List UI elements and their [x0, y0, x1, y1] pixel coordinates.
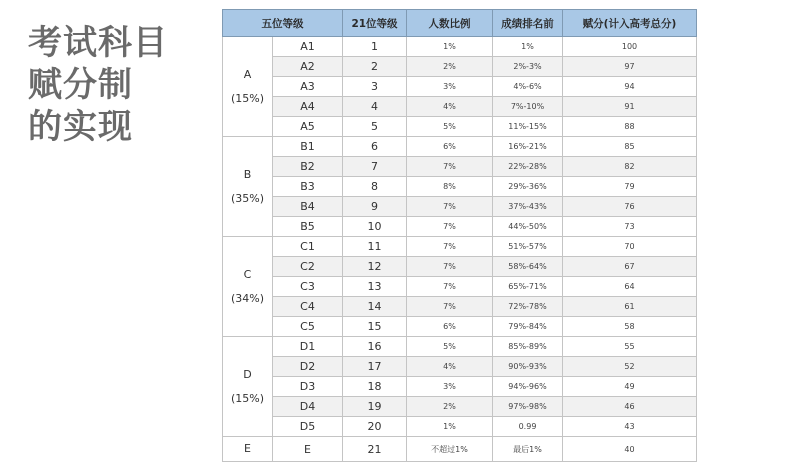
level-cell: 14	[343, 297, 407, 317]
ratio-cell: 3%	[407, 377, 493, 397]
level-cell: 7	[343, 157, 407, 177]
table-row	[223, 317, 697, 337]
score-cell: 100	[563, 37, 697, 57]
ratio-cell: 8%	[407, 177, 493, 197]
score-cell: 58	[563, 317, 697, 337]
sub-level-cell: C4	[273, 297, 343, 317]
header-rank: 成绩排名前	[493, 10, 563, 37]
rank-cell: 29%-36%	[493, 177, 563, 197]
ratio-cell: 7%	[407, 157, 493, 177]
level-cell: 4	[343, 97, 407, 117]
rank-cell: 7%-10%	[493, 97, 563, 117]
side-title-line-3: 的实现	[28, 107, 133, 147]
level-cell: 8	[343, 177, 407, 197]
ratio-cell: 7%	[407, 217, 493, 237]
score-cell: 52	[563, 357, 697, 377]
sub-level-cell: D1	[273, 337, 343, 357]
rank-cell: 85%-89%	[493, 337, 563, 357]
level-cell: 17	[343, 357, 407, 377]
table-row	[223, 197, 697, 217]
rank-cell: 65%-71%	[493, 277, 563, 297]
group-name: D	[243, 367, 252, 381]
ratio-cell: 7%	[407, 237, 493, 257]
level-cell: 20	[343, 417, 407, 437]
sub-level-cell: C3	[273, 277, 343, 297]
rank-cell: 94%-96%	[493, 377, 563, 397]
sub-level-cell: E	[273, 437, 343, 462]
group-name: A	[243, 67, 252, 81]
sub-level-cell: B4	[273, 197, 343, 217]
side-title-line-2: 赋分制	[28, 65, 133, 105]
table-row	[223, 137, 697, 157]
ratio-cell: 2%	[407, 397, 493, 417]
sub-level-cell: A5	[273, 117, 343, 137]
ratio-cell: 5%	[407, 117, 493, 137]
score-cell: 46	[563, 397, 697, 417]
level-cell: 15	[343, 317, 407, 337]
score-cell: 97	[563, 57, 697, 77]
ratio-cell: 4%	[407, 357, 493, 377]
table-row	[223, 177, 697, 197]
group-percent: (15%)	[230, 391, 265, 405]
ratio-cell: 1%	[407, 37, 493, 57]
group-name: B	[243, 167, 252, 181]
level-cell: 1	[343, 37, 407, 57]
sub-level-cell: C2	[273, 257, 343, 277]
score-cell: 82	[563, 157, 697, 177]
sub-level-cell: B3	[273, 177, 343, 197]
ratio-cell: 不超过1%	[407, 437, 493, 462]
rank-cell: 16%-21%	[493, 137, 563, 157]
sub-level-cell: D5	[273, 417, 343, 437]
table-row	[223, 417, 697, 437]
table-row	[223, 217, 697, 237]
side-title	[28, 22, 168, 148]
score-cell: 61	[563, 297, 697, 317]
sub-level-cell: A1	[273, 37, 343, 57]
header-ratio: 人数比例	[407, 10, 493, 37]
group-name: E	[244, 442, 251, 455]
level-cell: 18	[343, 377, 407, 397]
table-row	[223, 297, 697, 317]
score-cell: 67	[563, 257, 697, 277]
level-cell: 16	[343, 337, 407, 357]
rank-cell: 11%-15%	[493, 117, 563, 137]
score-cell: 40	[563, 437, 697, 462]
score-cell: 91	[563, 97, 697, 117]
level-cell: 11	[343, 237, 407, 257]
score-cell: 94	[563, 77, 697, 97]
sub-level-cell: B2	[273, 157, 343, 177]
rank-cell: 51%-57%	[493, 237, 563, 257]
header-five-level: 五位等级	[223, 10, 343, 37]
level-cell: 10	[343, 217, 407, 237]
sub-level-cell: B5	[273, 217, 343, 237]
table-row	[223, 37, 697, 57]
group-cell	[223, 337, 273, 437]
score-cell: 85	[563, 137, 697, 157]
sub-level-cell: A4	[273, 97, 343, 117]
grade-table	[222, 9, 697, 462]
table-row	[223, 277, 697, 297]
ratio-cell: 7%	[407, 277, 493, 297]
score-cell: 49	[563, 377, 697, 397]
group-cell	[223, 437, 273, 462]
score-cell: 55	[563, 337, 697, 357]
rank-cell: 58%-64%	[493, 257, 563, 277]
table-row	[223, 97, 697, 117]
table-row	[223, 237, 697, 257]
group-percent: (35%)	[230, 191, 265, 205]
level-cell: 2	[343, 57, 407, 77]
rank-cell: 1%	[493, 37, 563, 57]
group-cell	[223, 137, 273, 237]
score-cell: 43	[563, 417, 697, 437]
table-row	[223, 57, 697, 77]
sub-level-cell: B1	[273, 137, 343, 157]
ratio-cell: 1%	[407, 417, 493, 437]
table-row	[223, 117, 697, 137]
group-cell	[223, 237, 273, 337]
rank-cell: 72%-78%	[493, 297, 563, 317]
ratio-cell: 2%	[407, 57, 493, 77]
table-row	[223, 337, 697, 357]
score-cell: 88	[563, 117, 697, 137]
sub-level-cell: D2	[273, 357, 343, 377]
group-percent: (15%)	[230, 91, 265, 105]
ratio-cell: 4%	[407, 97, 493, 117]
rank-cell: 79%-84%	[493, 317, 563, 337]
score-cell: 73	[563, 217, 697, 237]
level-cell: 6	[343, 137, 407, 157]
level-cell: 21	[343, 437, 407, 462]
table-row	[223, 437, 697, 462]
ratio-cell: 5%	[407, 337, 493, 357]
sub-level-cell: D4	[273, 397, 343, 417]
group-cell	[223, 37, 273, 137]
rank-cell: 37%-43%	[493, 197, 563, 217]
header-score: 赋分(计入高考总分)	[563, 10, 697, 37]
table-row	[223, 397, 697, 417]
level-cell: 12	[343, 257, 407, 277]
sub-level-cell: C1	[273, 237, 343, 257]
table-row	[223, 77, 697, 97]
score-cell: 64	[563, 277, 697, 297]
ratio-cell: 6%	[407, 137, 493, 157]
rank-cell: 2%-3%	[493, 57, 563, 77]
rank-cell: 0.99	[493, 417, 563, 437]
table-row	[223, 257, 697, 277]
side-title-line-1: 考试科目	[28, 23, 168, 63]
group-percent: (34%)	[230, 291, 265, 305]
sub-level-cell: C5	[273, 317, 343, 337]
level-cell: 19	[343, 397, 407, 417]
rank-cell: 44%-50%	[493, 217, 563, 237]
rank-cell: 90%-93%	[493, 357, 563, 377]
level-cell: 5	[343, 117, 407, 137]
sub-level-cell: A2	[273, 57, 343, 77]
level-cell: 13	[343, 277, 407, 297]
rank-cell: 22%-28%	[493, 157, 563, 177]
ratio-cell: 3%	[407, 77, 493, 97]
level-cell: 9	[343, 197, 407, 217]
score-cell: 70	[563, 237, 697, 257]
rank-cell: 4%-6%	[493, 77, 563, 97]
sub-level-cell: A3	[273, 77, 343, 97]
rank-cell: 97%-98%	[493, 397, 563, 417]
header-21-level: 21位等级	[343, 10, 407, 37]
group-name: C	[243, 267, 252, 281]
table-row	[223, 357, 697, 377]
level-cell: 3	[343, 77, 407, 97]
ratio-cell: 7%	[407, 197, 493, 217]
score-cell: 76	[563, 197, 697, 217]
ratio-cell: 7%	[407, 257, 493, 277]
sub-level-cell: D3	[273, 377, 343, 397]
table-body	[223, 37, 697, 462]
table-row	[223, 157, 697, 177]
score-cell: 79	[563, 177, 697, 197]
ratio-cell: 7%	[407, 297, 493, 317]
ratio-cell: 6%	[407, 317, 493, 337]
rank-cell: 最后1%	[493, 437, 563, 462]
table-header-row	[223, 10, 697, 37]
table-row	[223, 377, 697, 397]
